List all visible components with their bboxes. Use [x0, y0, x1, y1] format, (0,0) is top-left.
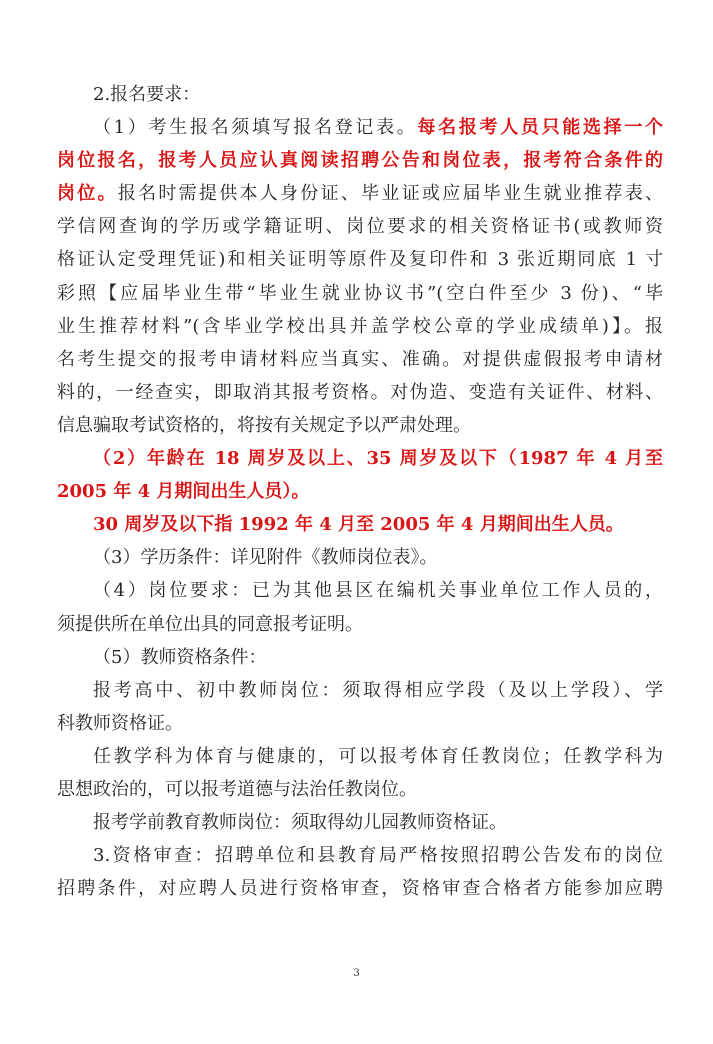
text-line: 报考学前教育教师岗位：须取得幼儿园教师资格证。	[93, 812, 507, 834]
text-line: 2.报名要求：	[93, 84, 201, 105]
highlight-text: 岗位报名，报考人员应认真阅读招聘公告和岗位表，报考符合条件的	[57, 150, 663, 172]
highlight-text: （2）年龄在 18 周岁及以上、35 周岁及以下（1987 年 4 月至	[93, 448, 663, 470]
text-line	[57, 442, 663, 475]
text-line: 业生推荐材料”(含毕业学校出具并盖学校公章的学业成绩单)】。报	[57, 315, 663, 337]
text-line: 名考生提交的报考申请材料应当真实、准确。对提供虚假报考申请材	[57, 348, 663, 370]
highlight-text: 2005 年 4 月期间出生人员）。	[57, 481, 310, 503]
text-line: 格证认定受理凭证)和相关证明等原件及复印件和 3 张近期同底 1 寸	[57, 249, 663, 271]
highlight-text: 每名报考人员只能选择一个	[417, 117, 663, 139]
text-line: 须提供所在单位出具的同意报考证明。	[57, 613, 363, 635]
text-line: （5）教师资格条件：	[93, 646, 267, 668]
text-line: 招聘条件，对应聘人员进行资格审查，资格审查合格者方能参加应聘	[57, 878, 663, 900]
text-line: 彩照【应届毕业生带“毕业生就业协议书”(空白件至少 3 份)、“毕	[57, 282, 663, 304]
text-line: 信息骗取考试资格的，将按有关规定予以严肃处理。	[57, 414, 471, 436]
text-line: （4）岗位要求：已为其他县区在编机关事业单位工作人员的，	[93, 580, 663, 602]
page-number: 3	[353, 968, 360, 979]
highlight-text: 岗位。	[57, 183, 118, 205]
text-line	[57, 144, 663, 177]
text-line: 思想政治的，可以报考道德与法治任教岗位。	[57, 778, 417, 800]
text-line: （3）学历条件：详见附件《教师岗位表》。	[93, 547, 438, 569]
text-line: （1）考生报名须填写报名登记表。每名报考人员只能选择一个	[93, 117, 663, 139]
highlight-text: 30 周岁及以下指 1992 年 4 月至 2005 年 4 月期间出生人员。	[93, 514, 624, 536]
text-line: 3.资格审查：招聘单位和县教育局严格按照招聘公告发布的岗位	[93, 845, 663, 867]
text-line: 学信网查询的学历或学籍证明、岗位要求的相关资格证书(或教师资	[57, 216, 663, 238]
text-line: 报考高中、初中教师岗位：须取得相应学段（及以上学段）、学	[93, 679, 663, 701]
text-line	[57, 508, 663, 541]
text-line	[57, 475, 663, 508]
text-line: 料的，一经查实，即取消其报考资格。对伪造、变造有关证件、材料、	[57, 381, 663, 403]
text-line: 任教学科为体育与健康的，可以报考体育任教岗位；任教学科为	[93, 745, 663, 767]
text-line: 科教师资格证。	[57, 712, 183, 734]
text-line: 岗位。报名时需提供本人身份证、毕业证或应届毕业生就业推荐表、	[57, 183, 663, 205]
